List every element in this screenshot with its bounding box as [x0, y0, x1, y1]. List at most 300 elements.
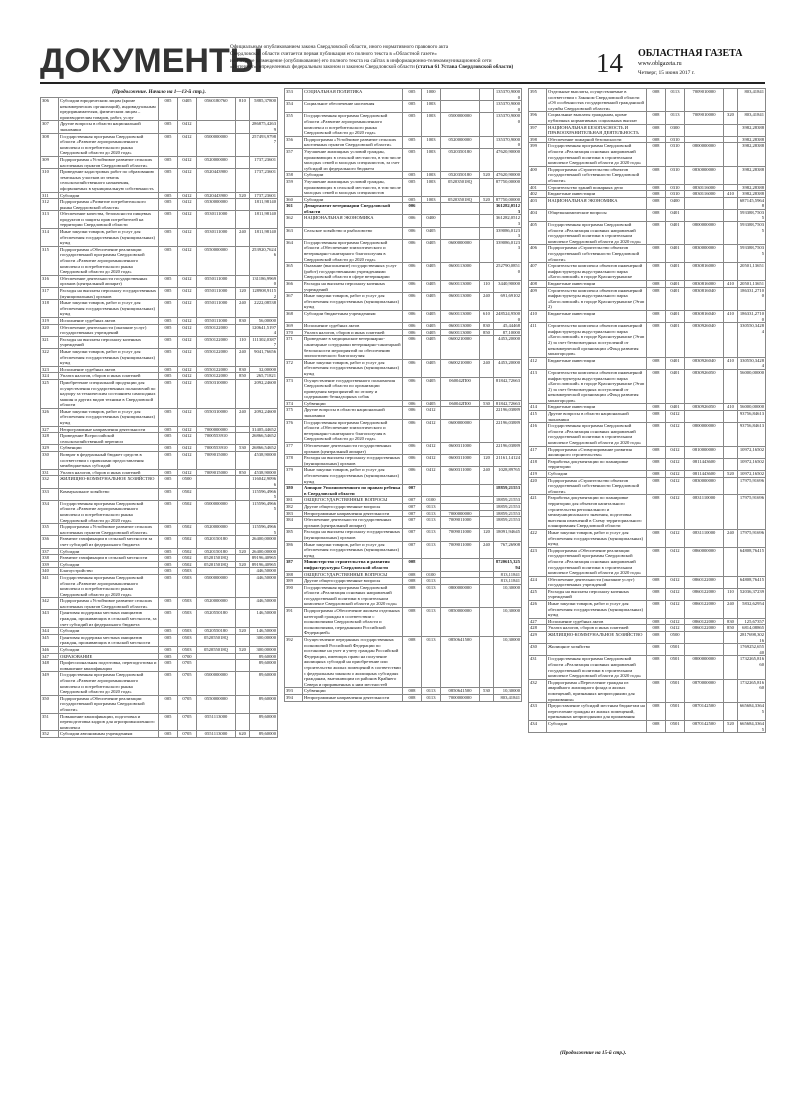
section-code: 0412: [178, 199, 197, 211]
section-code: 0412: [178, 408, 197, 426]
ministry-code: 006: [403, 323, 422, 330]
table-row: [529, 166, 766, 184]
target-code: 060042П00: [441, 400, 480, 407]
target-code: 0520350180: [441, 148, 480, 171]
table-row: [285, 467, 522, 485]
row-description: ОБЩЕГОСУДАРСТВЕННЫЕ ВОПРОСЫ: [303, 497, 403, 504]
target-code: 0860122000: [685, 588, 724, 600]
expense-type: [724, 124, 738, 136]
target-code: 0520150180: [197, 548, 236, 555]
target-code: 0550122000: [197, 324, 236, 336]
row-description: Субвенции: [59, 445, 159, 452]
expense-type: 240: [236, 229, 250, 247]
row-description: Субсидии: [59, 192, 159, 199]
section-code: 0100: [422, 571, 441, 578]
row-description: Субсидии: [59, 548, 159, 555]
section-code: 0113: [666, 112, 685, 124]
ministry-code: 005: [159, 133, 178, 156]
row-number: 353: [285, 89, 303, 101]
row-description: Развитие газификации в сельской местности: [59, 555, 159, 562]
expense-type: 520: [236, 192, 250, 199]
table-row: [41, 348, 278, 366]
target-code: 0830816000: [685, 263, 724, 281]
target-code: 0850641500: [441, 688, 480, 695]
target-code: 0500000000: [441, 113, 480, 136]
ministry-code: 008: [647, 423, 666, 446]
row-amount: 6814,08865: [738, 625, 766, 632]
continuation-footer: (Продолжение на 15-й стр.).: [560, 1050, 627, 1056]
target-code: 0500000000: [197, 672, 236, 695]
expense-type: [480, 578, 494, 585]
row-number: 410: [529, 310, 547, 322]
row-description: Подпрограмма «Устойчивое развитие сельских населенных пунктов Свердловской области»: [59, 598, 159, 610]
row-number: 389: [285, 578, 303, 585]
row-number: 347: [41, 653, 59, 660]
row-number: 419: [529, 471, 547, 478]
section-code: 0503: [178, 634, 197, 646]
row-number: 363: [285, 227, 303, 239]
ministry-code: 008: [647, 625, 666, 632]
row-description: Оказание (выполнение) государственных услуг (работ) государственными учреждениями Свердловской области в сфере ветеринарии: [303, 263, 403, 281]
ministry-code: 005: [159, 469, 178, 476]
table-row: [529, 310, 766, 322]
ministry-code: 007: [403, 517, 422, 529]
section-code: 0412: [178, 324, 197, 336]
expense-type: [724, 136, 738, 143]
row-description: Субсидии: [59, 628, 159, 635]
expense-type: 120: [480, 529, 494, 541]
row-description: Строительство комплекса объектов инженерной инфраструктуры индустриального парка «Богословский» в городе Краснотурьинске (Этап 2): [547, 287, 647, 310]
section-code: 0310: [666, 143, 685, 166]
target-code: [685, 197, 724, 209]
table-row: [41, 98, 278, 121]
section-code: 0705: [178, 672, 197, 695]
ministry-code: 008: [647, 112, 666, 124]
ministry-code: 005: [159, 672, 178, 695]
table-row: [285, 571, 522, 578]
ministry-code: 005: [159, 500, 178, 523]
row-amount: 1811,98140: [250, 199, 278, 211]
target-code: 0520000000: [197, 156, 236, 168]
row-description: Государственная программа Свердловской области «Развитие агропромышленного комплекса и потребительского рынка Свердловской области до 2020 года»: [59, 672, 159, 695]
section-code: 0503: [178, 628, 197, 635]
ministry-code: 008: [647, 404, 666, 411]
expense-type: [480, 377, 494, 400]
row-description: Проведение в медицинские ветеринарно-санитарные сотрудники ветеринарно-санитарной безопасности мероприятий по обеспечению эпизоотического благополучия: [304, 336, 401, 359]
row-amount: 47620,90000: [494, 148, 522, 171]
row-number: 406: [529, 245, 547, 263]
ministry-code: 008: [647, 197, 666, 209]
target-code: 0600113000: [441, 293, 480, 311]
expense-type: 240: [724, 529, 738, 547]
row-number: 344: [41, 628, 59, 635]
row-description: Подпрограмма «Стимулирование развития жилищного строительства»: [547, 446, 647, 458]
ministry-code: 008: [647, 547, 666, 576]
row-amount: 4453,20000: [494, 336, 522, 359]
row-description: Общеэкономические вопросы: [547, 209, 647, 221]
target-code: 0550310000: [197, 408, 236, 426]
table-row: [285, 215, 522, 227]
ministry-code: 005: [403, 172, 422, 179]
ministry-code: 005: [159, 634, 178, 646]
row-number: 431: [529, 656, 547, 679]
row-amount: 87750,00000: [494, 196, 522, 203]
target-code: 0550310000: [197, 379, 236, 408]
row-amount: 2092,24600: [250, 379, 278, 408]
table-row: [41, 469, 278, 476]
target-code: 0520350180: [441, 172, 480, 179]
row-amount: 115596,49665: [250, 500, 278, 523]
row-description: Аппарат Уполномоченного по правам ребенка в Свердловской области: [303, 485, 403, 497]
ministry-code: 006: [403, 400, 422, 407]
expense-type: 240: [480, 541, 494, 559]
row-description: Расходы на выплаты персоналу государственных (муниципальных) органов: [59, 288, 159, 300]
table-row: [285, 510, 522, 517]
section-code: 0503: [178, 647, 197, 654]
ministry-code: 008: [647, 446, 666, 458]
row-number: 420: [529, 477, 547, 495]
table-row: [529, 357, 766, 369]
ministry-code: 005: [159, 275, 178, 287]
section-code: 0412: [178, 445, 197, 452]
table-row: [41, 121, 278, 133]
ministry-code: 005: [159, 610, 178, 628]
row-description: Уплата налогов, сборов и иных платежей: [59, 469, 159, 476]
target-code: 0860122000: [685, 601, 724, 619]
row-amount: 813,11841: [494, 578, 522, 585]
expense-type: 610: [480, 310, 494, 322]
expense-type: 830: [724, 618, 738, 625]
row-number: 355: [285, 113, 303, 136]
expense-type: 530: [480, 400, 494, 407]
row-amount: 17975,91696: [738, 477, 766, 495]
target-code: 0530111000: [197, 211, 236, 229]
expense-type: [724, 369, 738, 404]
expense-type: 240: [236, 300, 250, 318]
expense-type: [236, 524, 250, 536]
target-code: 060042П00: [441, 377, 480, 400]
expense-type: 240: [724, 601, 738, 619]
table-row: [41, 548, 278, 555]
row-description: Улучшение жилищных условий граждан, проживающих в сельской местности, в том числе молодых семей и молодых специалистов, за счет субсидий из федерального бюджета: [304, 148, 401, 171]
ministry-code: 008: [647, 477, 666, 495]
row-number: 323: [41, 366, 59, 373]
row-amount: 2092,24600: [250, 408, 278, 426]
row-number: 356: [285, 136, 303, 148]
target-code: 0800000000: [685, 423, 724, 446]
expense-type: [236, 653, 250, 660]
section-code: 0401: [666, 323, 685, 358]
section-code: 0412: [666, 471, 685, 478]
ministry-code: 005: [159, 476, 178, 488]
row-number: 334: [41, 500, 59, 523]
section-code: 0401: [666, 404, 685, 411]
section-code: 0412: [666, 576, 685, 588]
expense-type: [724, 245, 738, 263]
row-amount: 89,60000: [250, 713, 278, 731]
ministry-code: 008: [647, 287, 666, 310]
section-code: 0501: [666, 644, 685, 656]
expense-type: 810: [236, 98, 250, 121]
table-row: [41, 598, 278, 610]
target-code: 0870142500: [685, 720, 724, 732]
target-code: 0830926040: [685, 323, 724, 358]
expense-type: [480, 113, 494, 136]
target-code: 0520000000: [441, 136, 480, 148]
row-number: 412: [529, 357, 547, 369]
row-amount: 265,71821: [250, 373, 278, 380]
expense-type: [236, 156, 250, 168]
expense-type: 520: [724, 720, 738, 732]
expense-type: [236, 121, 250, 133]
row-description: Расходы на выплаты персоналу казенных учреждений: [547, 588, 647, 600]
table-row: [529, 124, 766, 136]
ministry-code: 006: [403, 419, 422, 442]
ministry-code: 008: [403, 694, 422, 701]
expense-type: 240: [236, 408, 250, 426]
table-row: [529, 136, 766, 143]
section-title: ДОКУМЕНТЫ: [40, 42, 264, 80]
expense-type: 530: [480, 688, 494, 695]
table-row: [41, 568, 278, 575]
ministry-code: 005: [159, 695, 178, 713]
section-code: 0412: [178, 300, 197, 318]
row-number: 309: [41, 156, 59, 168]
ministry-code: 008: [647, 588, 666, 600]
header-divider: [40, 82, 765, 84]
row-amount: 186331,27100: [738, 310, 766, 322]
target-code: 0520550180: [197, 628, 236, 635]
row-description: Субсидии: [547, 471, 647, 478]
row-amount: 1811,98140: [250, 229, 278, 247]
ministry-code: 005: [159, 324, 178, 336]
expense-type: 850: [236, 469, 250, 476]
row-number: 349: [41, 672, 59, 695]
row-amount: 4538,90000: [250, 452, 278, 470]
row-amount: 18859,21553: [494, 517, 522, 529]
row-number: 432: [529, 679, 547, 702]
table-row: [285, 336, 522, 359]
target-code: 0520000000: [197, 598, 236, 610]
expense-type: [724, 143, 738, 166]
expense-type: [724, 263, 738, 281]
row-number: 378: [285, 455, 303, 467]
table-row: [529, 477, 766, 495]
ministry-code: 005: [159, 452, 178, 470]
expense-type: 830: [236, 317, 250, 324]
row-number: 336: [41, 536, 59, 548]
table-row: [41, 275, 278, 287]
ministry-code: 005: [159, 561, 178, 568]
row-description: Приобретение специальной продукции для осуществления государственных полномочий по надзору за техническим состоянием самоходных машин и других видов техники в Свердловской области: [59, 379, 159, 408]
section-code: 0113: [422, 584, 441, 607]
row-description: Иные закупки товаров, работ и услуг для обеспечения государственных (муниципальных) нужд: [59, 408, 159, 426]
table-row: [529, 323, 766, 358]
row-amount: 665684,33645: [738, 720, 766, 732]
table-row: [41, 634, 278, 646]
row-number: 413: [529, 369, 547, 404]
row-number: 328: [41, 433, 59, 445]
expense-type: 410: [724, 191, 738, 198]
row-description: Государственная программа Свердловской области «Развитие агропромышленного комплекса и потребительского рынка Свердловской области до 2020 года»: [303, 113, 403, 136]
row-number: 307: [41, 121, 59, 133]
expense-type: [236, 379, 250, 408]
row-amount: 45,44468: [494, 323, 522, 330]
section-code: 0405: [422, 323, 441, 330]
page-number: 14: [596, 48, 623, 78]
row-description: Государственная программа Свердловской области «Реализация основных направлений государственной политики в строительном комплексе Свердловской области до 2020 года»: [303, 584, 403, 607]
row-description: Уплата налогов, сборов и иных платежей: [547, 625, 647, 632]
expense-type: [236, 275, 250, 287]
expense-type: 410: [724, 310, 738, 322]
row-number: 426: [529, 601, 547, 619]
section-code: 0412: [422, 419, 441, 442]
section-code: 0502: [178, 488, 197, 500]
ministry-code: 005: [159, 488, 178, 500]
row-number: 370: [285, 329, 303, 336]
section-code: 0501: [666, 679, 685, 702]
row-description: Бюджетные инвестиции: [547, 191, 647, 198]
table-row: [529, 245, 766, 263]
row-description: Благоустройство: [59, 568, 159, 575]
table-row: [285, 637, 522, 688]
expense-type: [236, 426, 250, 433]
target-code: 7009015000: [197, 452, 236, 470]
section-code: 0405: [422, 281, 441, 293]
expense-type: 110: [236, 336, 250, 348]
table-row: [529, 191, 766, 198]
expense-type: [480, 407, 494, 419]
row-description: Подпрограмма «Устойчивое развитие сельских населенных пунктов Свердловской области»: [303, 136, 403, 148]
row-amount: 767,26908: [494, 541, 522, 559]
row-description: Подпрограмма «Устойчивое развитие сельских населенных пунктов Свердловской области»: [59, 524, 159, 536]
target-code: [441, 485, 480, 497]
expense-type: 830: [480, 323, 494, 330]
row-number: 342: [41, 598, 59, 610]
expense-type: 830: [236, 366, 250, 373]
expense-type: [724, 184, 738, 191]
row-amount: 89,60000: [250, 653, 278, 660]
row-amount: 300,00000: [250, 634, 278, 646]
target-code: 0830116000: [685, 191, 724, 198]
section-code: 1003: [422, 196, 441, 203]
row-number: 404: [529, 209, 547, 221]
expense-type: [480, 239, 494, 262]
ministry-code: 008: [403, 584, 422, 607]
row-description: ЖИЛИЩНО-КОММУНАЛЬНОЕ ХОЗЯЙСТВО: [547, 632, 647, 644]
target-code: 0600311000: [441, 467, 480, 485]
expense-type: [480, 497, 494, 504]
table-row: [529, 471, 766, 478]
table-row: [41, 229, 278, 247]
section-code: 0412: [178, 246, 197, 275]
row-amount: 252790,08510: [494, 263, 522, 281]
expense-type: [480, 419, 494, 442]
ministry-code: 005: [403, 148, 422, 171]
target-code: [197, 660, 236, 672]
section-code: 0502: [178, 561, 197, 568]
section-code: 0501: [666, 703, 685, 721]
table-row: [285, 584, 522, 607]
expense-type: 120: [236, 288, 250, 300]
table-row: [285, 541, 522, 559]
website-link[interactable]: www.oblgazeta.ru: [638, 61, 682, 67]
table-row: [529, 618, 766, 625]
expense-type: [480, 637, 494, 688]
section-code: 0412: [178, 229, 197, 247]
section-code: 0412: [178, 317, 197, 324]
table-row: [529, 644, 766, 656]
row-description: Расходы на выплаты персоналу государственных (муниципальных) органов: [303, 455, 403, 467]
ministry-code: 008: [647, 357, 666, 369]
row-amount: 31405,44652: [250, 426, 278, 433]
section-code: 0113: [666, 89, 685, 112]
ministry-code: 008: [647, 411, 666, 423]
table-row: [529, 411, 766, 423]
section-code: 0412: [178, 366, 197, 373]
target-code: [441, 578, 480, 585]
target-code: 0550111000: [197, 288, 236, 300]
target-code: 052055018Q: [197, 634, 236, 646]
expense-type: [480, 178, 494, 196]
expense-type: [480, 263, 494, 281]
row-description: Государственная программа Свердловской области «Реализация основных направлений государственной политики в строительном комплексе Свердловской области до 2020 года»: [547, 656, 647, 679]
row-amount: 89,60000: [250, 695, 278, 713]
expense-type: 410: [724, 357, 738, 369]
expense-type: 110: [724, 588, 738, 600]
expense-type: [724, 703, 738, 721]
ministry-code: 005: [159, 524, 178, 536]
row-amount: 56,00000: [250, 317, 278, 324]
row-description: Иные закупки товаров, работ и услуг для обеспечения государственных (муниципальных) нужд: [303, 467, 403, 485]
ministry-code: 008: [647, 222, 666, 245]
table-row: [285, 148, 522, 171]
section-code: 0412: [178, 275, 197, 287]
table-row: [285, 400, 522, 407]
row-amount: 9041,76656: [250, 348, 278, 366]
row-description: Другие вопросы в области национальной экономики: [547, 411, 647, 423]
row-number: 429: [529, 632, 547, 644]
target-code: 0600210000: [441, 336, 480, 359]
expense-type: 520: [724, 471, 738, 478]
row-number: 371: [285, 336, 303, 359]
table-row: [285, 172, 522, 179]
target-code: [197, 568, 236, 575]
row-amount: 3982,28388: [738, 184, 766, 191]
row-description: Обеспечение деятельности государственных органов (центральный аппарат): [303, 517, 403, 529]
ministry-code: 008: [647, 263, 666, 281]
table-row: [41, 426, 278, 433]
ministry-code: 007: [403, 541, 422, 559]
row-description: Социальное обеспечение населения: [303, 101, 403, 113]
row-number: 306: [41, 98, 59, 121]
section-code: 0310: [666, 166, 685, 184]
target-code: [685, 644, 724, 656]
table-row: [529, 679, 766, 702]
row-number: 394: [285, 694, 303, 701]
row-number: 423: [529, 547, 547, 576]
row-number: 357: [285, 148, 303, 171]
row-amount: 10972,16502: [738, 471, 766, 478]
ministry-code: 005: [159, 192, 178, 199]
ministry-code: 005: [159, 288, 178, 300]
ministry-code: 006: [403, 359, 422, 377]
row-number: 362: [285, 215, 303, 227]
row-amount: 248524,95000: [494, 310, 522, 322]
table-row: [285, 529, 522, 541]
row-amount: 5885,37800: [250, 98, 278, 121]
table-row: [285, 101, 522, 113]
